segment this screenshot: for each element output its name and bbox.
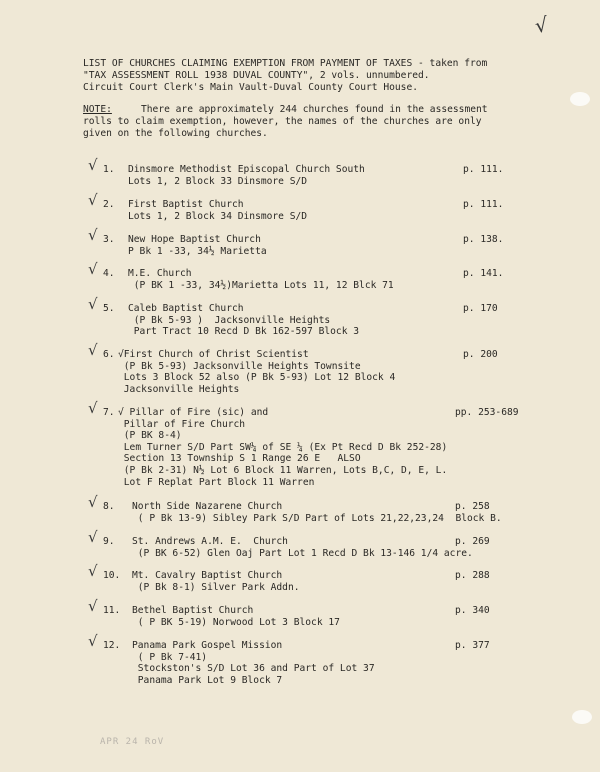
page-reference: p. 170 — [463, 303, 498, 314]
check-mark: √ — [88, 191, 98, 209]
entry-line: Lot F Replat Part Block 11 Warren — [118, 476, 315, 488]
entry-line: Part Tract 10 Recd D Bk 162-597 Block 3 — [128, 326, 360, 338]
entry-body — [118, 349, 395, 395]
entry-line: (P BK 8-4) — [118, 430, 182, 442]
corner-check-mark: √ — [533, 12, 550, 38]
entry-body — [132, 536, 473, 559]
entry-number: 6. — [103, 349, 115, 360]
entry-line: North Side Nazarene Church — [132, 501, 283, 512]
page-reference: p. 340 — [455, 605, 490, 616]
page-reference: p. 200 — [463, 349, 498, 360]
punch-hole-top — [570, 92, 590, 106]
check-mark: √ — [88, 156, 98, 174]
entry-body — [128, 234, 267, 257]
entry-line: Lots 1, 2 Block 34 Dinsmore S/D — [128, 210, 308, 222]
entry-number: 2. — [103, 199, 115, 210]
page-reference: p. 288 — [455, 570, 490, 581]
entry-number: 12. — [103, 640, 121, 651]
page-reference: p. 138. — [463, 234, 504, 245]
entry-line: (P Bk 8-1) Silver Park Addn. — [132, 581, 300, 593]
date-stamp: APR 24 RoV — [100, 737, 165, 747]
entry-number: 3. — [103, 234, 115, 245]
entry-line: Lem Turner S/D Part SW¼ of SE ¼ (Ex Pt Recd D Bk 252-28) — [118, 441, 448, 453]
page-reference: p. 141. — [463, 268, 504, 279]
punch-hole-bottom — [572, 710, 592, 724]
entry-line: (P Bk 5-93) Jacksonville Heights Townsite — [118, 360, 361, 372]
entry-body — [118, 407, 447, 488]
entry-number: 5. — [103, 303, 115, 314]
entry-body — [128, 164, 365, 187]
entry-line: First Baptist Church — [128, 199, 244, 210]
entry-line: Jacksonville Heights — [118, 383, 240, 395]
page-reference: p. 269 — [455, 536, 490, 547]
entry-line: Lots 3 Block 52 also (P Bk 5-93) Lot 12 Block 4 — [118, 372, 396, 384]
entry-body — [128, 199, 307, 222]
note-line-1: There are approximately 244 churches found in the assessment — [141, 104, 488, 115]
entry-body — [128, 268, 394, 291]
entry-line: Lots 1, 2 Block 33 Dinsmore S/D — [128, 175, 308, 187]
check-mark: √ — [88, 226, 98, 244]
check-mark: √ — [88, 632, 98, 650]
entry-line: (P Bk 2-31) N½ Lot 6 Block 11 Warren, Lots B,C, D, E, L. — [118, 464, 448, 476]
entry-number: 11. — [103, 605, 121, 616]
entry-line: (P BK 1 -33, 34½)Marietta Lots 11, 12 Blck 71 — [128, 279, 394, 291]
entry-line: M.E. Church — [128, 268, 192, 279]
page-reference: p. 377 — [455, 640, 490, 651]
entry-line: √First Church of Christ Scientist — [118, 349, 309, 360]
page-reference: p. 111. — [463, 199, 504, 210]
entry-line: Bethel Baptist Church — [132, 605, 254, 616]
note-line-2: rolls to claim exemption, however, the names of the churches are only — [83, 116, 482, 127]
entry-line: Pillar of Fire Church — [118, 418, 246, 430]
entry-line: Mt. Cavalry Baptist Church — [132, 570, 283, 581]
entry-line: P Bk 1 -33, 34½ Marietta — [128, 245, 267, 257]
entry-line: (P Bk 5-93 ) Jacksonville Heights — [128, 314, 331, 326]
entry-body — [132, 501, 502, 524]
entry-number: 7. — [103, 407, 115, 418]
entry-line: New Hope Baptist Church — [128, 234, 261, 245]
entry-number: 9. — [103, 536, 115, 547]
entry-number: 4. — [103, 268, 115, 279]
page-reference: p. 258 — [455, 501, 490, 512]
header-line-2: "TAX ASSESSMENT ROLL 1938 DUVAL COUNTY", 2 vols. unnumbered. — [83, 70, 430, 81]
entry-line: (P BK 6-52) Glen Oaj Part Lot 1 Recd D Bk 13-146 1/4 acre. — [132, 547, 473, 559]
check-mark: √ — [88, 493, 98, 511]
entry-line: ( P Bk 13-9) Sibley Park S/D Part of Lots 21,22,23,24 Block B. — [132, 512, 502, 524]
entry-line: Caleb Baptist Church — [128, 303, 244, 314]
entry-line: Panama Park Gospel Mission — [132, 640, 283, 651]
check-mark: √ — [88, 528, 98, 546]
entry-line: ( P Bk 7-41) — [132, 651, 208, 663]
entry-number: 1. — [103, 164, 115, 175]
entry-line: Section 13 Township S 1 Range 26 E ALSO — [118, 453, 361, 465]
entry-body — [132, 605, 340, 628]
entry-line: √ Pillar of Fire (sic) and — [118, 407, 269, 418]
page-reference: pp. 253-689 — [455, 407, 519, 418]
entry-line: Dinsmore Methodist Episcopal Church South — [128, 164, 365, 175]
entry-number: 8. — [103, 501, 115, 512]
entry-line: Panama Park Lot 9 Block 7 — [132, 674, 283, 686]
note-line-3: given on the following churches. — [83, 128, 268, 139]
check-mark: √ — [88, 597, 98, 615]
check-mark: √ — [88, 341, 98, 359]
entry-body — [132, 640, 375, 686]
entry-number: 10. — [103, 570, 121, 581]
header-line-3: Circuit Court Clerk's Main Vault-Duval County Court House. — [83, 82, 419, 93]
check-mark: √ — [88, 562, 98, 580]
entry-body — [128, 303, 359, 338]
header-line-1: LIST OF CHURCHES CLAIMING EXEMPTION FROM PAYMENT OF TAXES - taken from — [83, 58, 488, 69]
note-label: NOTE: — [83, 104, 112, 115]
check-mark: √ — [88, 260, 98, 278]
page-reference: p. 111. — [463, 164, 504, 175]
entry-line: St. Andrews A.M. E. Church — [132, 536, 288, 547]
entry-line: ( P BK 5-19) Norwood Lot 3 Block 17 — [132, 616, 340, 628]
entry-line: Stockston's S/D Lot 36 and Part of Lot 37 — [132, 663, 375, 675]
entry-body — [132, 570, 300, 593]
check-mark: √ — [88, 295, 98, 313]
check-mark: √ — [88, 399, 98, 417]
